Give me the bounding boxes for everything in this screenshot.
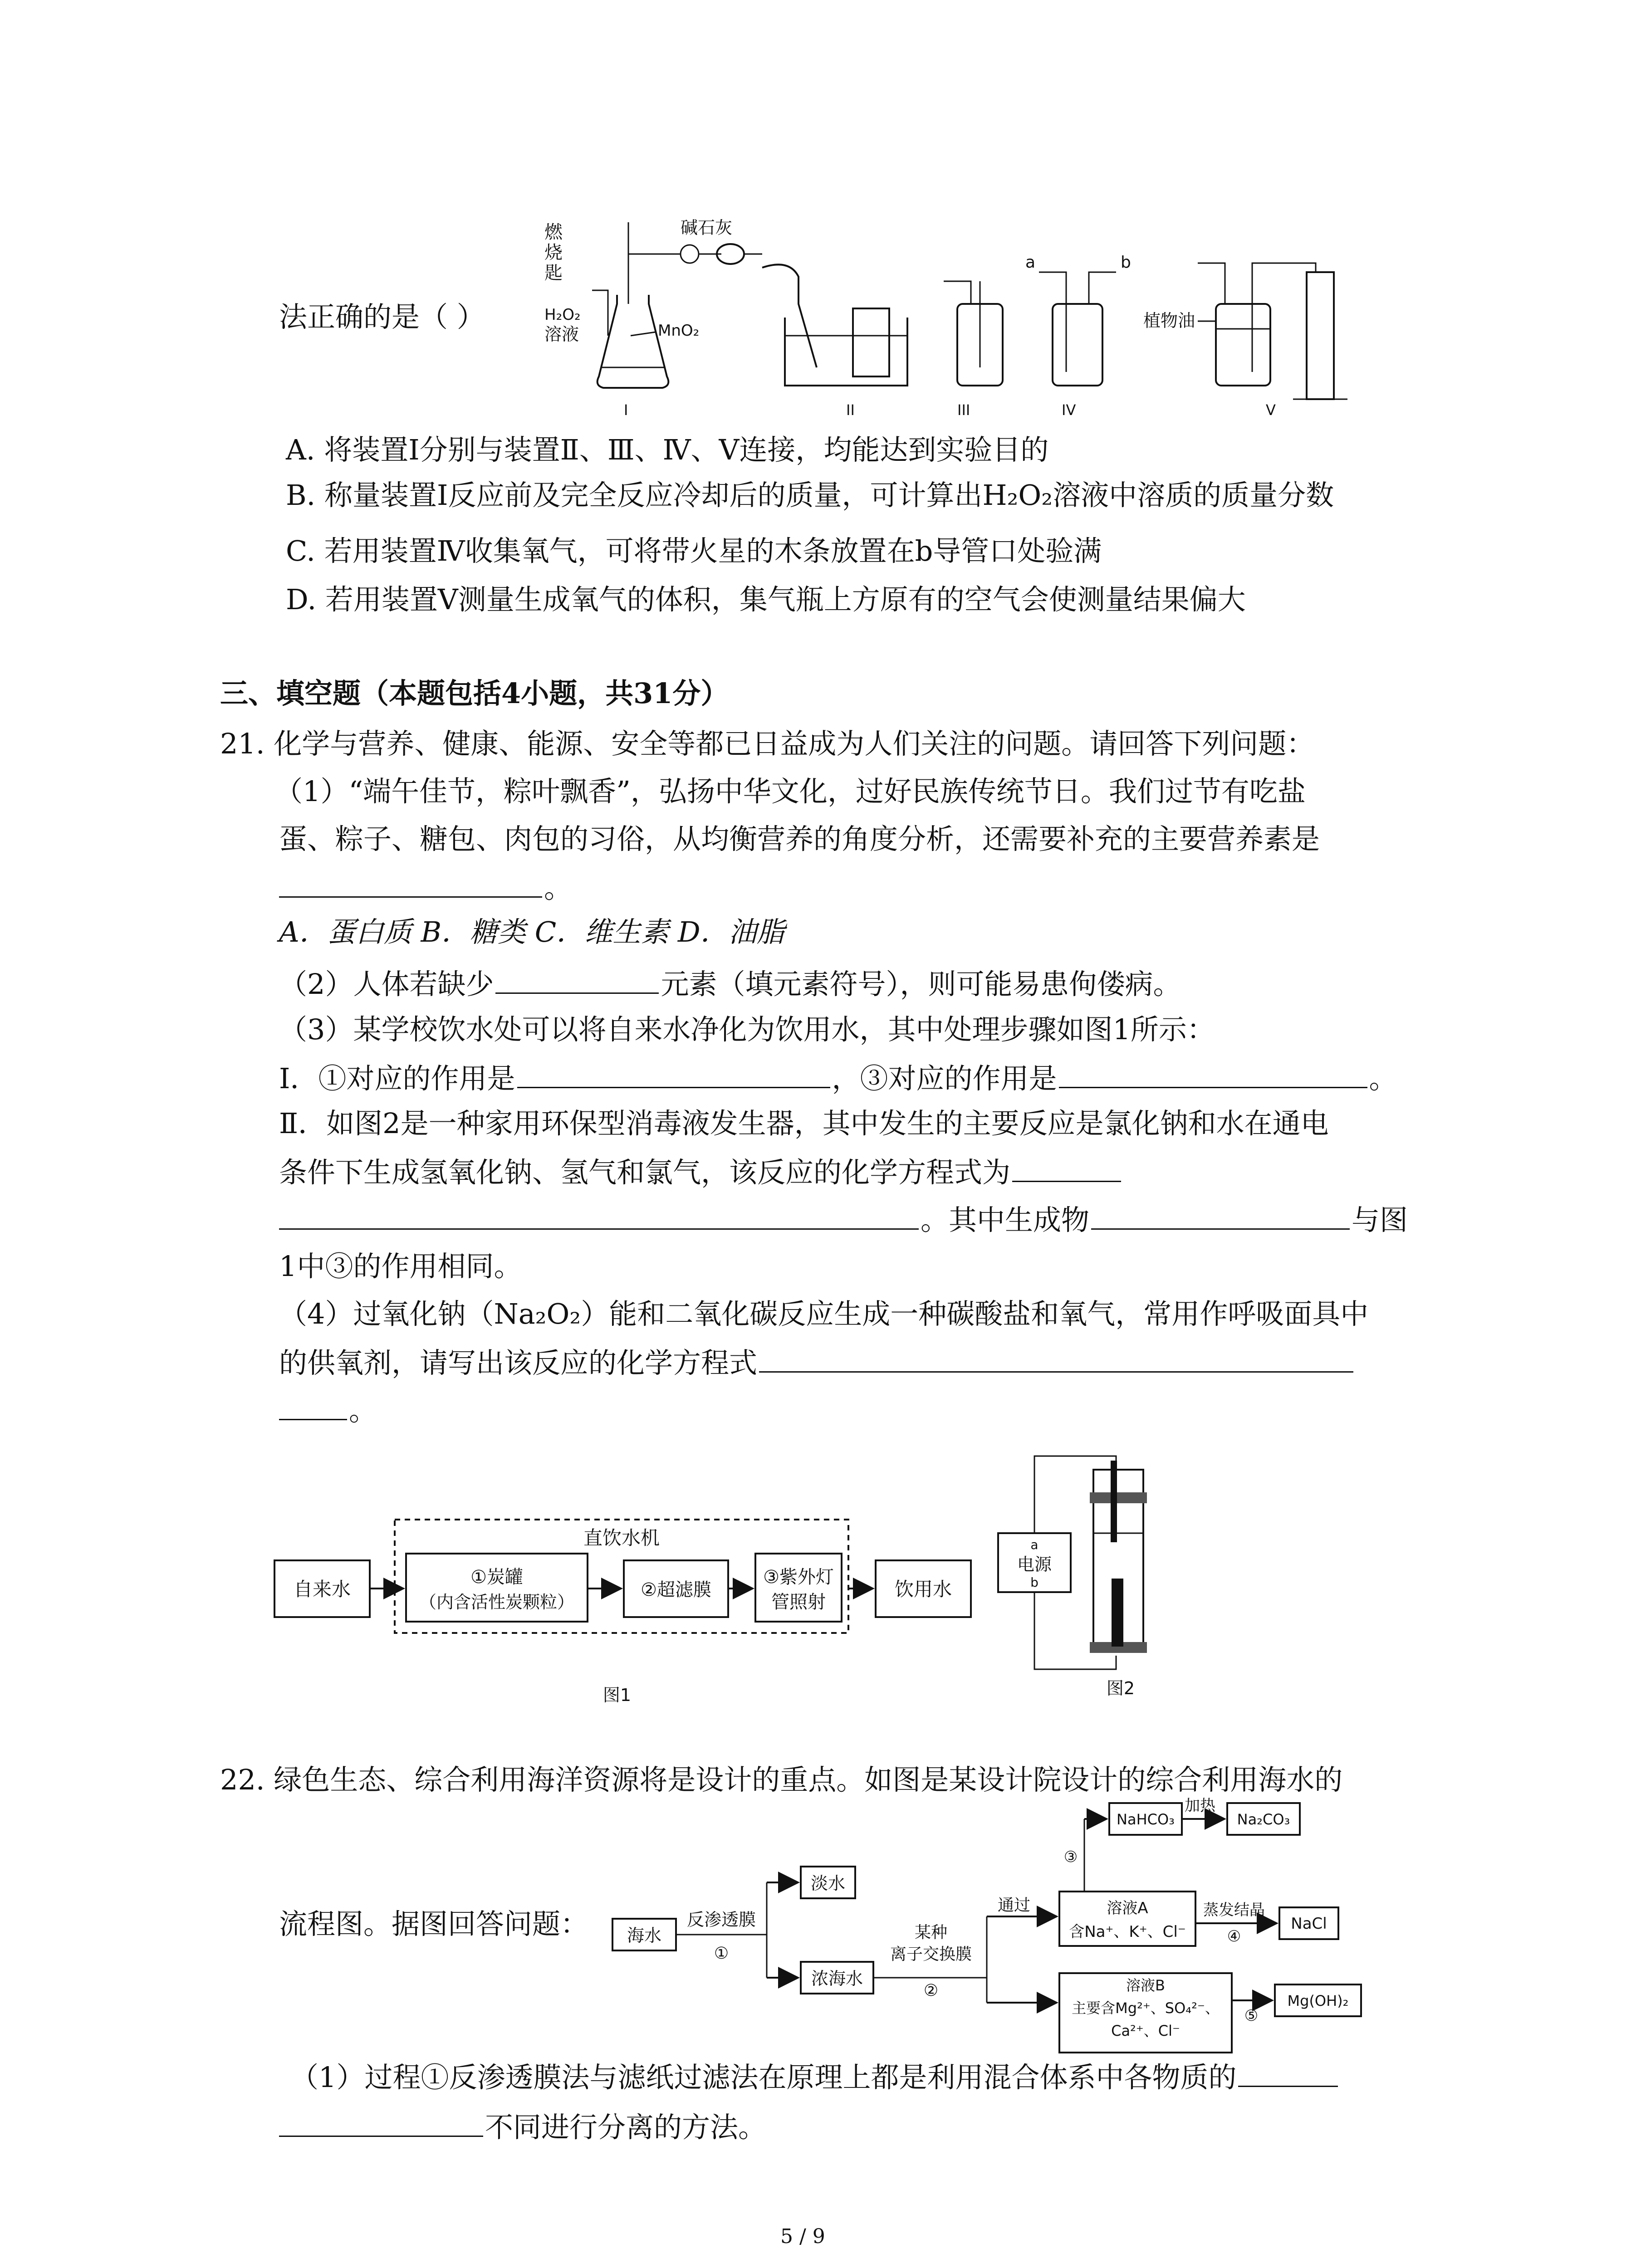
- device-v-number: V: [1266, 401, 1276, 419]
- flow-nacl: NaCl: [1291, 1915, 1327, 1933]
- fig1-tap-water: 自来水: [293, 1578, 351, 1600]
- q21-part4-end: 。: [349, 1394, 377, 1427]
- flow-ion-membrane-a: 某种: [914, 1923, 948, 1942]
- q21-part4-line2: [279, 1345, 1355, 1380]
- q21-part4-line2-text: 的供氧剂，请写出该反应的化学方程式: [279, 1346, 758, 1379]
- device-v: [1143, 263, 1347, 419]
- device-ii: [762, 264, 907, 419]
- flow-fresh-water: 淡水: [810, 1873, 846, 1893]
- q21-blank-step1[interactable]: [517, 1061, 830, 1088]
- flow-num1: ①: [714, 1944, 729, 1963]
- q21-part3-ii-line2-text: 条件下生成氢氧化钠、氢气和氯气，该反应的化学方程式为: [279, 1156, 1011, 1189]
- h2o2-label: H₂O₂: [544, 306, 581, 324]
- q22-part1-line1: [290, 2059, 1340, 2094]
- flow-num4: ④: [1227, 1927, 1241, 1945]
- soda-lime-label: 碱石灰: [681, 218, 733, 238]
- q22-stem: 22. 绿色生态、综合利用海洋资源将是设计的重点。如图是某设计院设计的综合利用海水的: [220, 1763, 1343, 1796]
- device-i: [544, 218, 762, 419]
- flow-ro-label: 反渗透膜: [686, 1910, 756, 1930]
- flow-pass-label: 通过: [997, 1896, 1031, 1915]
- device-iv-number: IV: [1062, 401, 1076, 419]
- q21-part3-ii-line3: [279, 1202, 1408, 1237]
- q21-part1-line1: （1）“端午佳节，粽叶飘香”，弘扬中华文化，过好民族传统节日。我们过节有吃盐: [274, 775, 1306, 808]
- fig1-step2: ②超滤膜: [641, 1579, 711, 1600]
- burning-spoon-label-3: 匙: [544, 263, 563, 284]
- q21-blank-equation[interactable]: [279, 1202, 919, 1230]
- burning-spoon-label-2: 烧: [544, 242, 563, 263]
- q20-option-d: D. 若用装置V测量生成氧气的体积，集气瓶上方原有的空气会使测量结果偏大: [286, 583, 1246, 616]
- q21-part3-ii-mid: 。其中生成物: [921, 1203, 1090, 1237]
- q22-blank-property[interactable]: [279, 2109, 483, 2137]
- flow-mgoh2: Mg(OH)₂: [1287, 1992, 1349, 2009]
- q22-part1-line2: [279, 2109, 766, 2144]
- flow-na2co3: Na₂CO₃: [1237, 1811, 1290, 1828]
- q21-part1-end: 。: [544, 871, 573, 904]
- fig1-output: 饮用水: [894, 1578, 952, 1600]
- q21-part3-i: [279, 1061, 1397, 1095]
- q21-part1-line3: [279, 870, 572, 905]
- port-a-label: a: [1025, 253, 1036, 272]
- flow-solution-b-line1: 主要含Mg²⁺、SO₄²⁻、: [1072, 1999, 1220, 2017]
- seawater-flowchart: [608, 1787, 1379, 2039]
- mno2-label: MnO₂: [658, 322, 700, 340]
- fig2-power-label: 电源: [1017, 1554, 1052, 1574]
- burning-spoon-label-1: 燃: [544, 222, 563, 243]
- q21-part1-choices: A．蛋白质 B．糖类 C．维生素 D．油脂: [279, 915, 785, 948]
- q21-part2: [279, 966, 1181, 1001]
- figure-1-water-purifier: [272, 1506, 998, 1724]
- q21-part1-line2: 蛋、粽子、糖包、肉包的习俗，从均衡营养的角度分析，还需要补充的主要营养素是: [279, 822, 1320, 855]
- veg-oil-label: 植物油: [1143, 311, 1195, 331]
- q21-part3: （3）某学校饮水处可以将自来水净化为饮用水，其中处理步骤如图1所示：: [279, 1013, 1215, 1046]
- section-3-title: 三、填空题（本题包括4小题，共31分）: [220, 677, 729, 710]
- flow-heat-label: 加热: [1185, 1797, 1215, 1815]
- device-iii: [944, 281, 1003, 419]
- q21-part2-post: 元素（填元素符号），则可能易患佝偻病。: [661, 968, 1181, 1001]
- q21-part3-ii-end: 与图: [1352, 1203, 1408, 1237]
- fig1-step1-a: ①炭罐: [470, 1567, 523, 1588]
- q20-option-a: A. 将装置I分别与装置Ⅱ、Ⅲ、Ⅳ、V连接，均能达到实验目的: [286, 433, 1049, 466]
- q21-part3-i-pre: I．①对应的作用是: [279, 1062, 515, 1095]
- q22-part1-text: （1）过程①反渗透膜法与滤纸过滤法在原理上都是利用混合体系中各物质的: [290, 2061, 1237, 2094]
- q20-stem-tail: 法正确的是（ ）: [279, 300, 485, 333]
- flow-num5: ⑤: [1244, 2007, 1259, 2025]
- flow-num3: ③: [1063, 1848, 1078, 1866]
- solution-label: 溶液: [544, 324, 579, 344]
- q21-stem: 21. 化学与营养、健康、能源、安全等都已日益成为人们关注的问题。请回答下列问题：: [220, 727, 1315, 760]
- flow-num2: ②: [923, 1981, 939, 2000]
- q21-part3-ii-line2: [279, 1154, 1123, 1189]
- flow-ion-membrane-b: 离子交换膜: [890, 1945, 972, 1964]
- q21-blank-product[interactable]: [1091, 1202, 1350, 1230]
- fig1-step3-b: 管照射: [771, 1592, 826, 1613]
- q22-blank-property-start[interactable]: [1238, 2059, 1338, 2087]
- device-iv: [1025, 253, 1131, 419]
- fig1-step1-b: （内含活性炭颗粒）: [419, 1592, 575, 1612]
- q21-blank-element[interactable]: [495, 966, 659, 994]
- fig1-step3-a: ③紫外灯: [763, 1567, 834, 1588]
- flow-seawater: 海水: [627, 1926, 662, 1945]
- q21-blank-step3[interactable]: [1059, 1061, 1367, 1088]
- fig2-terminal-a: a: [1030, 1537, 1038, 1552]
- port-b-label: b: [1121, 253, 1131, 272]
- q20-apparatus-figure: [544, 213, 1384, 431]
- fig1-group-title: 直饮水机: [583, 1527, 660, 1549]
- q21-part3-ii-line4: 1中③的作用相同。: [279, 1250, 522, 1283]
- q22-part1-end: 不同进行分离的方法。: [485, 2111, 767, 2144]
- fig2-terminal-b: b: [1030, 1575, 1038, 1590]
- q21-blank-na2o2-equation-end[interactable]: [279, 1393, 347, 1420]
- fig1-caption: 图1: [603, 1685, 632, 1705]
- q20-option-b: B. 称量装置I反应前及完全反应冷却后的质量，可计算出H₂O₂溶液中溶质的质量分数: [286, 479, 1334, 512]
- q21-part3-i-mid: ，③对应的作用是: [832, 1062, 1057, 1095]
- device-ii-number: II: [846, 401, 855, 419]
- q21-blank-equation-start[interactable]: [1012, 1154, 1121, 1182]
- flow-solution-b-line2: Ca²⁺、Cl⁻: [1111, 2022, 1180, 2039]
- device-iii-number: III: [957, 401, 970, 419]
- q21-part4-line1: （4）过氧化钠（Na₂O₂）能和二氧化碳反应生成一种碳酸盐和氧气，常用作呼吸面具中: [279, 1297, 1369, 1330]
- flow-solution-b-title: 溶液B: [1126, 1977, 1165, 1994]
- figure-2-generator: [985, 1442, 1175, 1696]
- flow-nahco3: NaHCO₃: [1117, 1811, 1175, 1828]
- q21-blank-na2o2-equation[interactable]: [759, 1345, 1353, 1373]
- q21-part4-line3: [279, 1393, 377, 1427]
- q20-option-c: C. 若用装置Ⅳ收集氧气，可将带火星的木条放置在b导管口处验满: [286, 534, 1102, 567]
- fig2-caption: 图2: [1106, 1678, 1135, 1698]
- flow-solution-a-title: 溶液A: [1107, 1899, 1148, 1917]
- flow-solution-a-body: 含Na⁺、K⁺、Cl⁻: [1069, 1923, 1186, 1941]
- device-i-number: I: [624, 401, 628, 419]
- flow-conc-seawater: 浓海水: [811, 1969, 863, 1989]
- q21-part3-ii-line1: Ⅱ．如图2是一种家用环保型消毒液发生器，其中发生的主要反应是氯化钠和水在通电: [279, 1107, 1329, 1140]
- q21-blank-nutrient[interactable]: [279, 870, 542, 898]
- q21-part2-pre: （2）人体若缺少: [279, 968, 494, 1001]
- q22-stem-b: 流程图。据图回答问题：: [279, 1907, 589, 1941]
- q21-part3-i-end: 。: [1369, 1062, 1397, 1095]
- page-number: 5 / 9: [780, 2225, 825, 2248]
- flow-evap-label: 蒸发结晶: [1203, 1901, 1265, 1919]
